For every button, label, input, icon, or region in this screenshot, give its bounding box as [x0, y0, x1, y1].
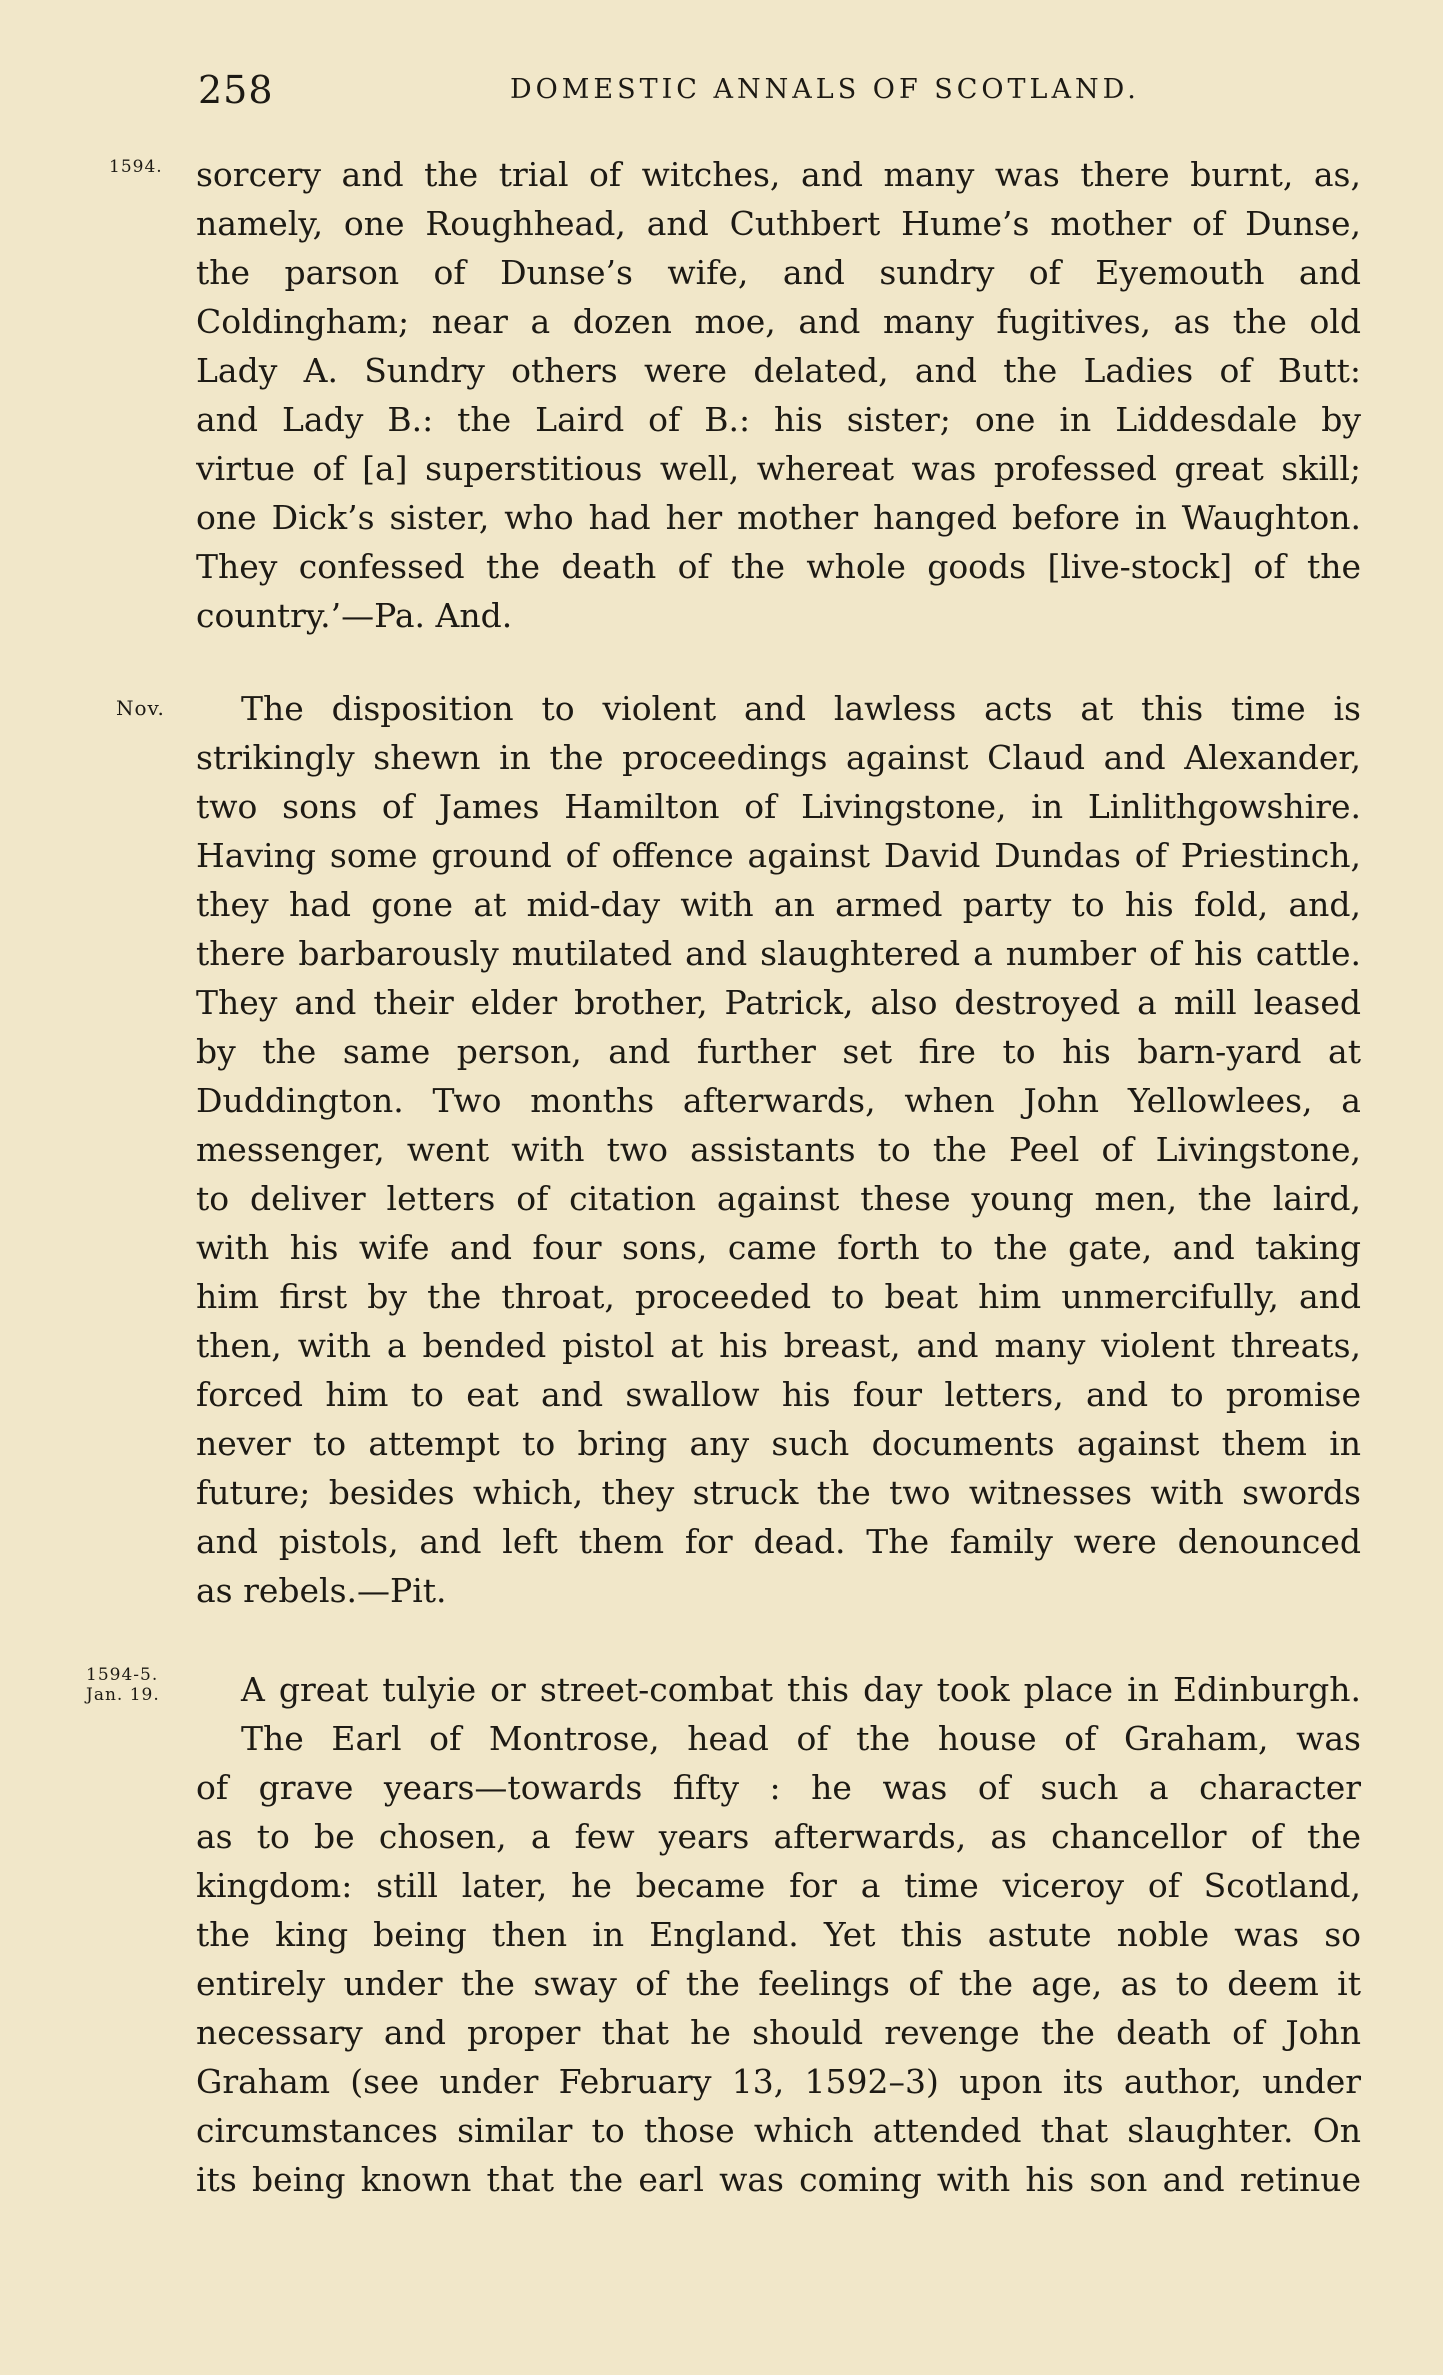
text-line: with his wife and four sons, came forth to the gate, and taking [196, 1228, 1361, 1267]
text-line: two sons of James Hamilton of Livingstone, in Linlithgowshire. [196, 787, 1361, 826]
text-line: never to attempt to bring any such documents against them in [196, 1424, 1361, 1463]
text-line: future; besides which, they struck the two witnesses with swords [196, 1473, 1361, 1512]
text-line: sorcery and the trial of witches, and many was there burnt, as, [196, 155, 1361, 194]
text-line: one Dick’s sister, who had her mother hanged before in Waughton. [196, 498, 1361, 537]
margin-note-year: 1594-5. [86, 1665, 159, 1685]
text-line: by the same person, and further set fire to his barn-yard at [196, 1032, 1361, 1071]
text-line: him first by the throat, proceeded to beat him unmercifully, and [196, 1277, 1361, 1316]
text-line: Coldingham; near a dozen moe, and many fugitives, as the old [196, 302, 1361, 341]
text-line: to deliver letters of citation against these young men, the laird, [196, 1179, 1361, 1218]
text-line: the king being then in England. Yet this astute noble was so [196, 1915, 1361, 1954]
margin-note-date: Jan. 19. [86, 1685, 160, 1705]
text-line: Graham (see under February 13, 1592–3) upon its author, under [196, 2062, 1361, 2101]
text-line: and Lady B.: the Laird of B.: his sister; one in Liddesdale by [196, 400, 1361, 439]
text-line: Duddington. Two months afterwards, when John Yellowlees, a [196, 1081, 1361, 1120]
text-line: They and their elder brother, Patrick, also destroyed a mill leased [196, 983, 1361, 1022]
text-line: kingdom: still later, he became for a time viceroy of Scotland, [196, 1866, 1361, 1905]
text-line: The Earl of Montrose, head of the house of Graham, was [241, 1719, 1361, 1758]
paragraph-montrose [196, 1665, 1361, 2204]
text-line: messenger, went with two assistants to the Peel of Livingstone, [196, 1130, 1361, 1169]
text-line: they had gone at mid-day with an armed party to his fold, and, [196, 885, 1361, 924]
text-line: the parson of Dunse’s wife, and sundry of Eyemouth and [196, 253, 1361, 292]
text-line: Having some ground of offence against David Dundas of Priestinch, [196, 836, 1361, 875]
text-line: A great tulyie or street-combat this day took place in Edinburgh. [241, 1670, 1361, 1709]
text-line: as rebels.—Pit. [196, 1571, 447, 1610]
text-line: They confessed the death of the whole goods [live-stock] of the [196, 547, 1361, 586]
text-line: forced him to eat and swallow his four letters, and to promise [196, 1375, 1361, 1414]
paragraph-hamilton [196, 684, 1361, 1615]
text-line: there barbarously mutilated and slaughtered a number of his cattle. [196, 934, 1361, 973]
text-line: entirely under the sway of the feelings of the age, as to deem it [196, 1964, 1361, 2003]
margin-note-year: 1594. [109, 157, 163, 177]
margin-note-month: Nov. [116, 696, 165, 720]
text-line: and pistols, and left them for dead. The family were denounced [196, 1522, 1361, 1561]
text-line: country.’—Pa. And. [196, 596, 513, 635]
text-line: virtue of [a] superstitious well, whereat was professed great skill; [196, 449, 1361, 488]
text-line: Lady A. Sundry others were delated, and the Ladies of Butt: [196, 351, 1361, 390]
text-line: The disposition to violent and lawless acts at this time is [241, 689, 1361, 728]
text-line: namely, one Roughhead, and Cuthbert Hume’s mother of Dunse, [196, 204, 1361, 243]
text-line: its being known that the earl was coming with his son and retinue [196, 2160, 1361, 2199]
page-number: 258 [198, 68, 274, 112]
text-line: of grave years—towards fifty : he was of such a character [196, 1768, 1361, 1807]
page-header [198, 68, 1358, 128]
text-line: as to be chosen, a few years afterwards, as chancellor of the [196, 1817, 1361, 1856]
text-line: circumstances similar to those which attended that slaughter. On [196, 2111, 1361, 2150]
text-line: strikingly shewn in the proceedings against Claud and Alexander, [196, 738, 1361, 777]
text-line: then, with a bended pistol at his breast, and many violent threats, [196, 1326, 1361, 1365]
paragraph-witches [196, 150, 1361, 640]
text-line: necessary and proper that he should revenge the death of John [196, 2013, 1361, 2052]
running-head: DOMESTIC ANNALS OF SCOTLAND. [510, 74, 1140, 105]
